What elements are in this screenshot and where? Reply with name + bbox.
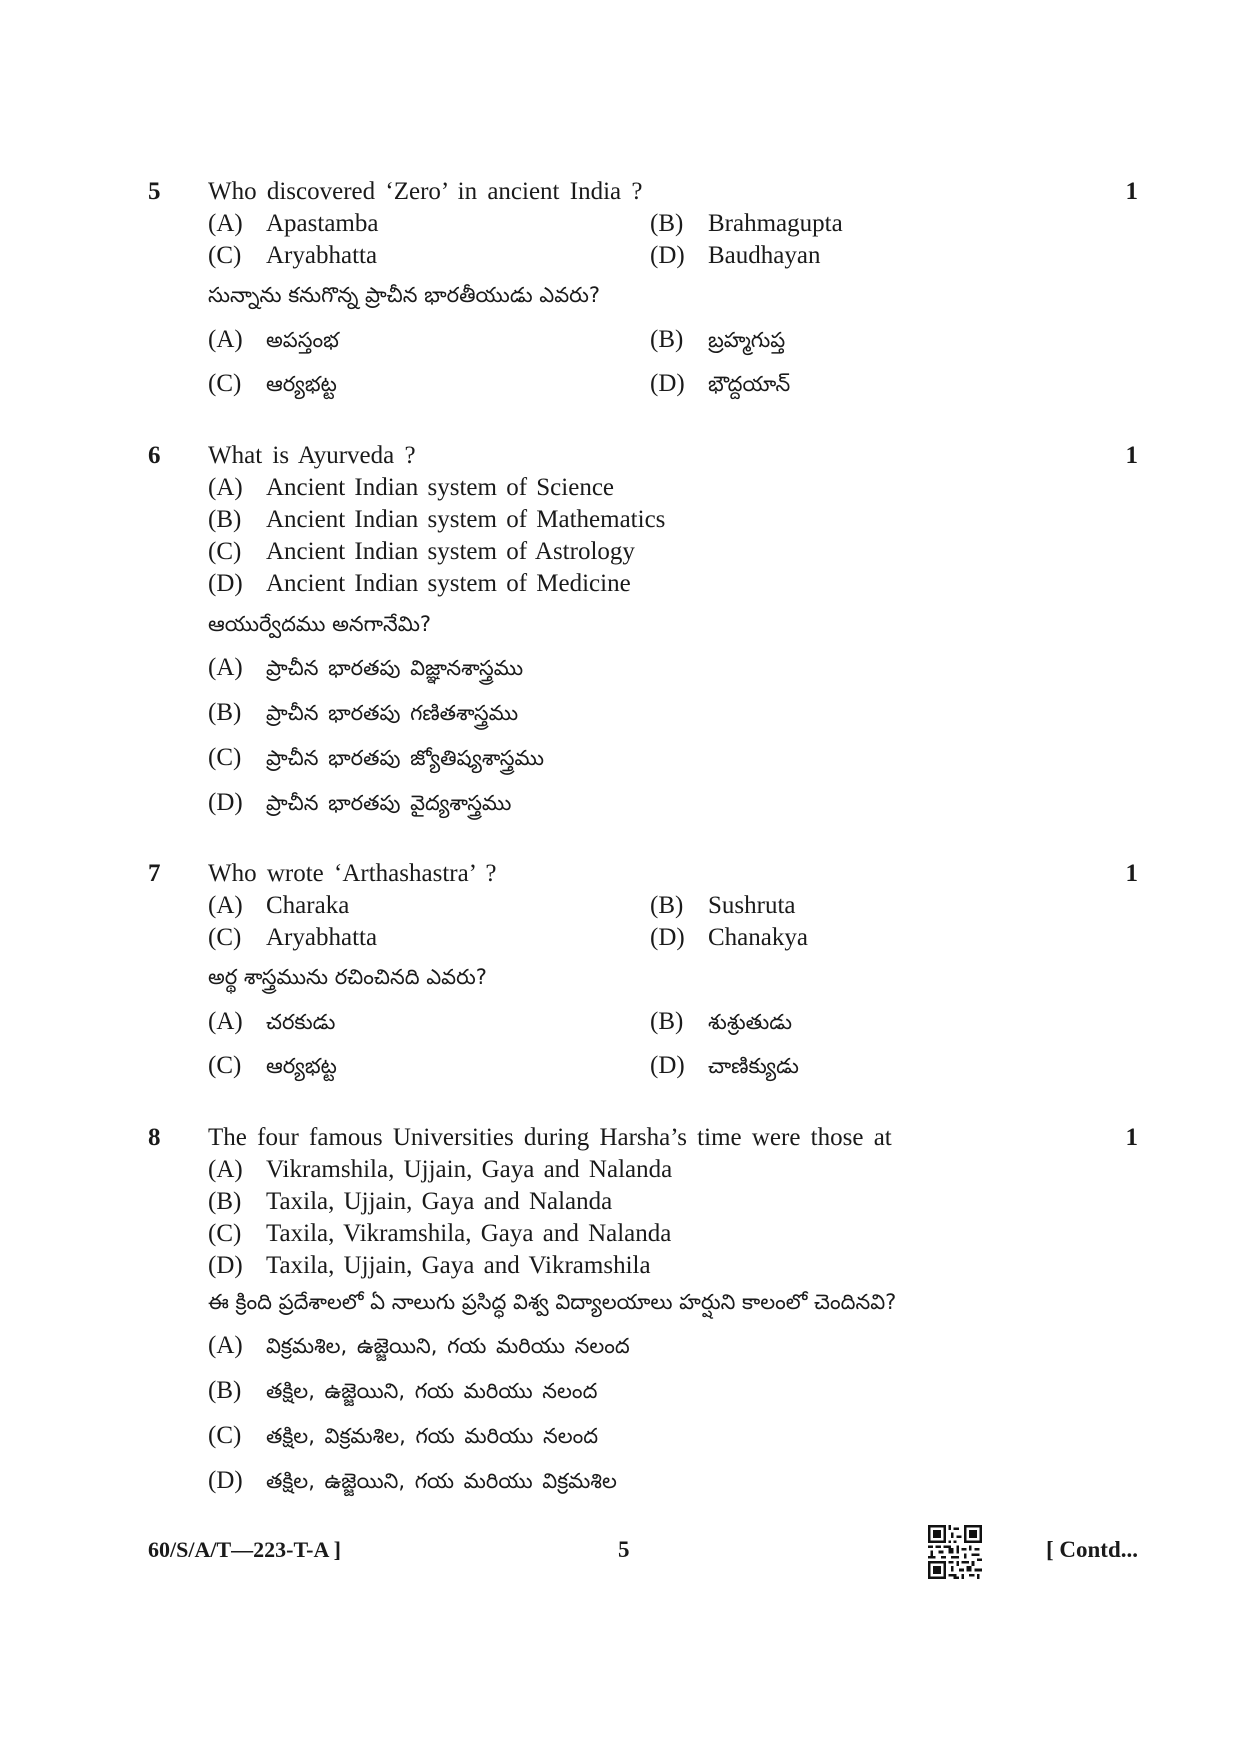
telugu-option-a: (A) అపస్తంభ: [208, 326, 339, 353]
option-d: (D) Ancient Indian system of Medicine: [208, 570, 631, 597]
telugu-question-text: ఆయుర్వేదము అనగానేమి?: [208, 612, 432, 636]
option-b: (B) Taxila, Ujjain, Gaya and Nalanda: [208, 1188, 613, 1215]
option-d: (D) Taxila, Ujjain, Gaya and Vikramshila: [208, 1252, 651, 1279]
question-marks: 1: [1125, 178, 1138, 205]
question-number: 8: [148, 1124, 161, 1151]
option-c: (C) Aryabhatta: [208, 242, 378, 269]
question-number: 6: [148, 442, 161, 469]
telugu-option-d: (D) ప్రాచీన భారతపు వైద్యశాస్త్రము: [208, 789, 512, 816]
option-a: (A) Apastamba: [208, 210, 379, 237]
telugu-question-text: అర్థ శాస్త్రమును రచించినది ఎవరు?: [208, 965, 487, 989]
telugu-option-c: (C) ప్రాచీన భారతపు జ్యోతిష్యశాస్త్రము: [208, 744, 544, 771]
telugu-option-b: (B) శుశ్రుతుడు: [650, 1008, 793, 1035]
option-a: (A) Ancient Indian system of Science: [208, 474, 615, 501]
continued-label: [ Contd...: [1045, 1537, 1138, 1562]
question-8: [148, 1124, 1138, 1514]
page-footer: [148, 1525, 1138, 1585]
telugu-option-c: (C) ఆర్యభట్ట: [208, 1052, 337, 1079]
telugu-option-a: (A) చరకుడు: [208, 1008, 336, 1035]
option-d: (D) Chanakya: [650, 924, 808, 951]
question-marks: 1: [1125, 860, 1138, 887]
question-marks: 1: [1125, 1124, 1138, 1151]
telugu-option-c: (C) ఆర్యభట్ట: [208, 370, 337, 397]
option-b: (B) Ancient Indian system of Mathematics: [208, 506, 666, 533]
telugu-option-b: (B) తక్షిల, ఉజ్జెయిని, గయ మరియు నలంద: [208, 1377, 598, 1404]
page-number: 5: [618, 1537, 630, 1562]
telugu-option-b: (B) బ్రహ్మగుప్త: [650, 326, 786, 353]
question-6: [148, 442, 1138, 822]
telugu-question-text: సున్నాను కనుగొన్న ప్రాచీన భారతీయుడు ఎవరు?: [208, 283, 601, 307]
qr-code-icon: [928, 1525, 982, 1579]
question-marks: 1: [1125, 442, 1138, 469]
question-text: What is Ayurveda ?: [208, 442, 416, 469]
telugu-option-d: (D) భౌద్దయాన్: [650, 370, 791, 397]
question-text: The four famous Universities during Harsha’s time were those at: [208, 1124, 892, 1151]
telugu-option-d: (D) తక్షిల, ఉజ్జెయిని, గయ మరియు విక్రమశిల: [208, 1467, 617, 1494]
option-c: (C) Taxila, Vikramshila, Gaya and Nalanda: [208, 1220, 672, 1247]
option-d: (D) Baudhayan: [650, 242, 821, 269]
telugu-option-b: (B) ప్రాచీన భారతపు గణితశాస్త్రము: [208, 699, 519, 726]
option-a: (A) Charaka: [208, 892, 350, 919]
telugu-option-a: (A) ప్రాచీన భారతపు విజ్ఞానశాస్త్రము: [208, 654, 524, 681]
telugu-option-d: (D) చాణిక్యుడు: [650, 1052, 799, 1079]
option-a: (A) Vikramshila, Ujjain, Gaya and Nalanda: [208, 1156, 673, 1183]
question-7: [148, 860, 1138, 1090]
question-5: [148, 178, 1138, 408]
paper-code: 60/S/A/T—223-T-A ]: [148, 1537, 341, 1562]
question-number: 7: [148, 860, 161, 887]
question-text: Who discovered ‘Zero’ in ancient India ?: [208, 178, 643, 205]
telugu-option-a: (A) విక్రమశిల, ఉజ్జెయిని, గయ మరియు నలంద: [208, 1332, 630, 1359]
option-b: (B) Brahmagupta: [650, 210, 843, 237]
option-c: (C) Aryabhatta: [208, 924, 378, 951]
question-text: Who wrote ‘Arthashastra’ ?: [208, 860, 497, 887]
telugu-option-c: (C) తక్షిల, విక్రమశిల, గయ మరియు నలంద: [208, 1422, 599, 1449]
question-number: 5: [148, 178, 161, 205]
option-c: (C) Ancient Indian system of Astrology: [208, 538, 635, 565]
option-b: (B) Sushruta: [650, 892, 796, 919]
telugu-question-text: ఈ క్రింది ప్రదేశాలలో ఏ నాలుగు ప్రసిద్ధ విశ్వ విద్యాలయాలు హర్షుని కాలంలో చెందినవి?: [208, 1290, 897, 1314]
